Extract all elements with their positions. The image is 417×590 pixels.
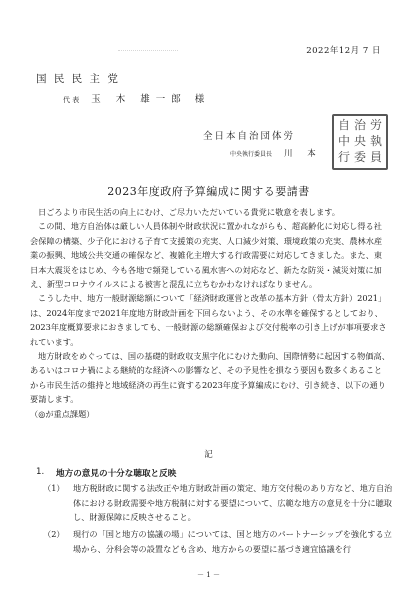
- seal-char: 央: [353, 134, 366, 148]
- section-title: 地方の意見の十分な聴取と反映: [56, 469, 177, 479]
- body-paragraph: 地方財政をめぐっては、国の基礎的財政収支黒字化にむけた動向、国際情勢に起因する物価高、あるいはコロナ禍による継続的な経済への影響など、その予見性を損なう要因も数多くあることから市民生活の維持と地域経済の再生に資する2023年度予算編成にむけ、引き続き、以下の通り要請します。: [30, 351, 390, 405]
- faint-stamp-mark: [118, 44, 178, 51]
- section-heading: [36, 467, 176, 479]
- official-seal: [332, 114, 388, 170]
- sender-org: 全日本自治団体労: [203, 131, 296, 142]
- seal-char: 中: [337, 134, 350, 148]
- body-paragraph: 日ごろより市民生活の向上にむけ、ご尽力いただいている貴党に敬意を表します。: [38, 207, 340, 217]
- seal-char: 労: [369, 118, 382, 132]
- addressee-rank: 代 表: [63, 96, 80, 104]
- body-paragraph: この間、地方自治体は厳しい人員体制や財政状況に置かれながらも、超高齢化に対応し得る社会保障の構築、少子化における子育て支援策の充実、人口減少対策、環境政策の充実、農林水産業の振興、地域公共交通の確保など、複雑化主増大する行政需要に対応してきました。また、東日本大震災をはじめ、今も各地で頻発している風水害への対応など、新たな防災・減災対策に加え、新型コロナウイルスによる被害と混乱に立ちむかわなければなりません。: [30, 221, 383, 290]
- item-label: （1）: [43, 483, 65, 493]
- item-text: 現行の「国と地方の協議の場」については、国と地方のパートナーシップを強化する立場から、分科会等の設置なども含め、地方からの要望に基づき適宜協議を行: [73, 529, 392, 554]
- section-item: [43, 481, 393, 525]
- seal-char: 自: [337, 118, 350, 132]
- addressee-line: [63, 91, 204, 105]
- addressee-honorific: 様: [194, 94, 205, 105]
- seal-char: 執: [369, 134, 382, 148]
- document-title: 2023年度政府予算編成に関する要請書: [107, 185, 310, 198]
- sender-name: 川 本: [284, 149, 322, 159]
- section-number: 1.: [36, 467, 45, 477]
- item-text: 地方税財政に関する法改正や地方財政計画の策定、地方交付税のあり方など、地方自治体における財政需要や地方税制に対する要望について、広範な地方の意見を十分に聴取し、財源保障に反映させること。: [73, 483, 393, 523]
- document-body: [30, 205, 390, 421]
- section-item: [43, 527, 393, 556]
- addressee-name: 玉 木 雄一郎: [91, 94, 187, 105]
- priority-note: （◎が重点課題）: [30, 408, 95, 419]
- seal-char: 員: [369, 150, 382, 164]
- document-date: 2022年12月 7 日: [306, 46, 381, 56]
- seal-char: 委: [353, 150, 366, 164]
- seal-char: 治: [353, 118, 366, 132]
- addressee-org: 国 民 民 主 党: [36, 73, 120, 85]
- page-number: － 1 －: [197, 571, 220, 579]
- sender-line: [230, 147, 322, 159]
- seal-char: 行: [337, 150, 350, 164]
- sender-rank: 中央執行委員長: [230, 151, 273, 158]
- body-paragraph: こうした中、地方一般財源総額について「経済財政運営と改革の基本方針（骨太方針）2021」は、2024年度まで2021年度地方財政計画を下回らないよう、その水準を確保するとしており、2023年度概算要求におきましても、一般財源の総額確保および交付税率の引き上げが事項要求されています。: [30, 293, 387, 347]
- ki-marker: 記: [204, 450, 213, 460]
- item-label: （2）: [43, 529, 65, 539]
